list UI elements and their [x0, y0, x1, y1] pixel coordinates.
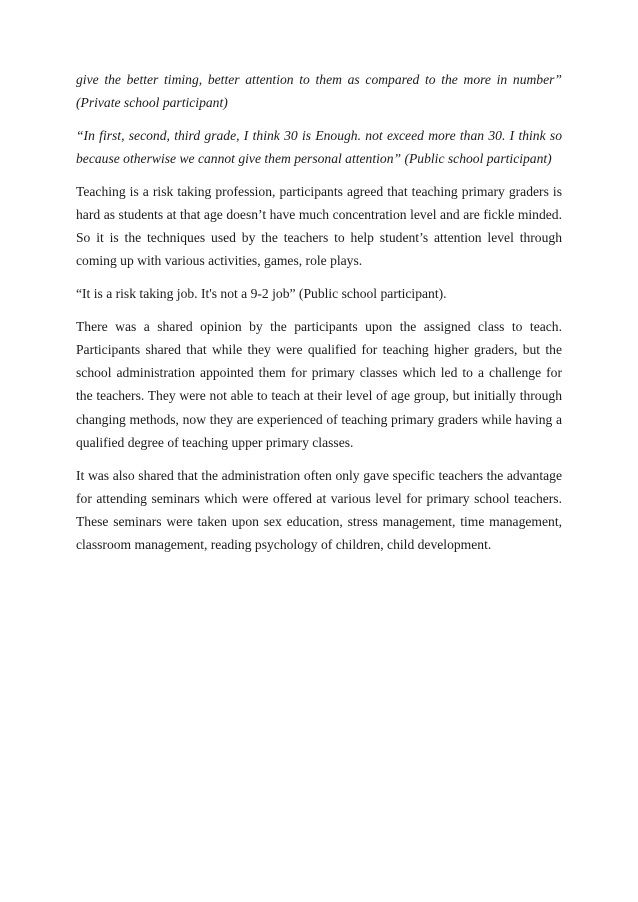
- paragraph-seminars: It was also shared that the administration often only gave specific teachers the advantage for attending seminars which were offered at various level for primary school teachers. These seminars were taken upon sex education, stress management, time management, classroom management, reading psychology of children, child development.: [76, 467, 562, 553]
- quote-public-school-class-size: “In first, second, third grade, I think 30 is Enough. not exceed more than 30. I think so because otherwise we cannot give them personal attention” (Public school participant): [76, 127, 562, 167]
- paragraph-risk-taking-profession: Teaching is a risk taking profession, participants agreed that teaching primary graders is hard as students at that age doesn’t have much concentration level and are fickle minded. So it is the techniques used by the teachers to help student’s attention level through coming up with various activities, games, role plays.: [76, 183, 562, 269]
- quote-public-school-risk-job: “It is a risk taking job. It's not a 9-2 job” (Public school participant).: [76, 286, 447, 302]
- paragraph-assigned-class: There was a shared opinion by the participants upon the assigned class to teach. Participants shared that while they were qualified for teaching higher graders, but the school administration appointed them for primary classes which led to a challenge for the teachers. They were not able to teach at their level of age group, but initially through changing methods, now they are experienced of teaching primary graders while having a qualified degree of teaching upper primary classes.: [76, 318, 562, 450]
- quote-private-school-continued: give the better timing, better attention to them as compared to the more in number” (Private school participant): [76, 72, 562, 111]
- document-page: [76, 68, 562, 566]
